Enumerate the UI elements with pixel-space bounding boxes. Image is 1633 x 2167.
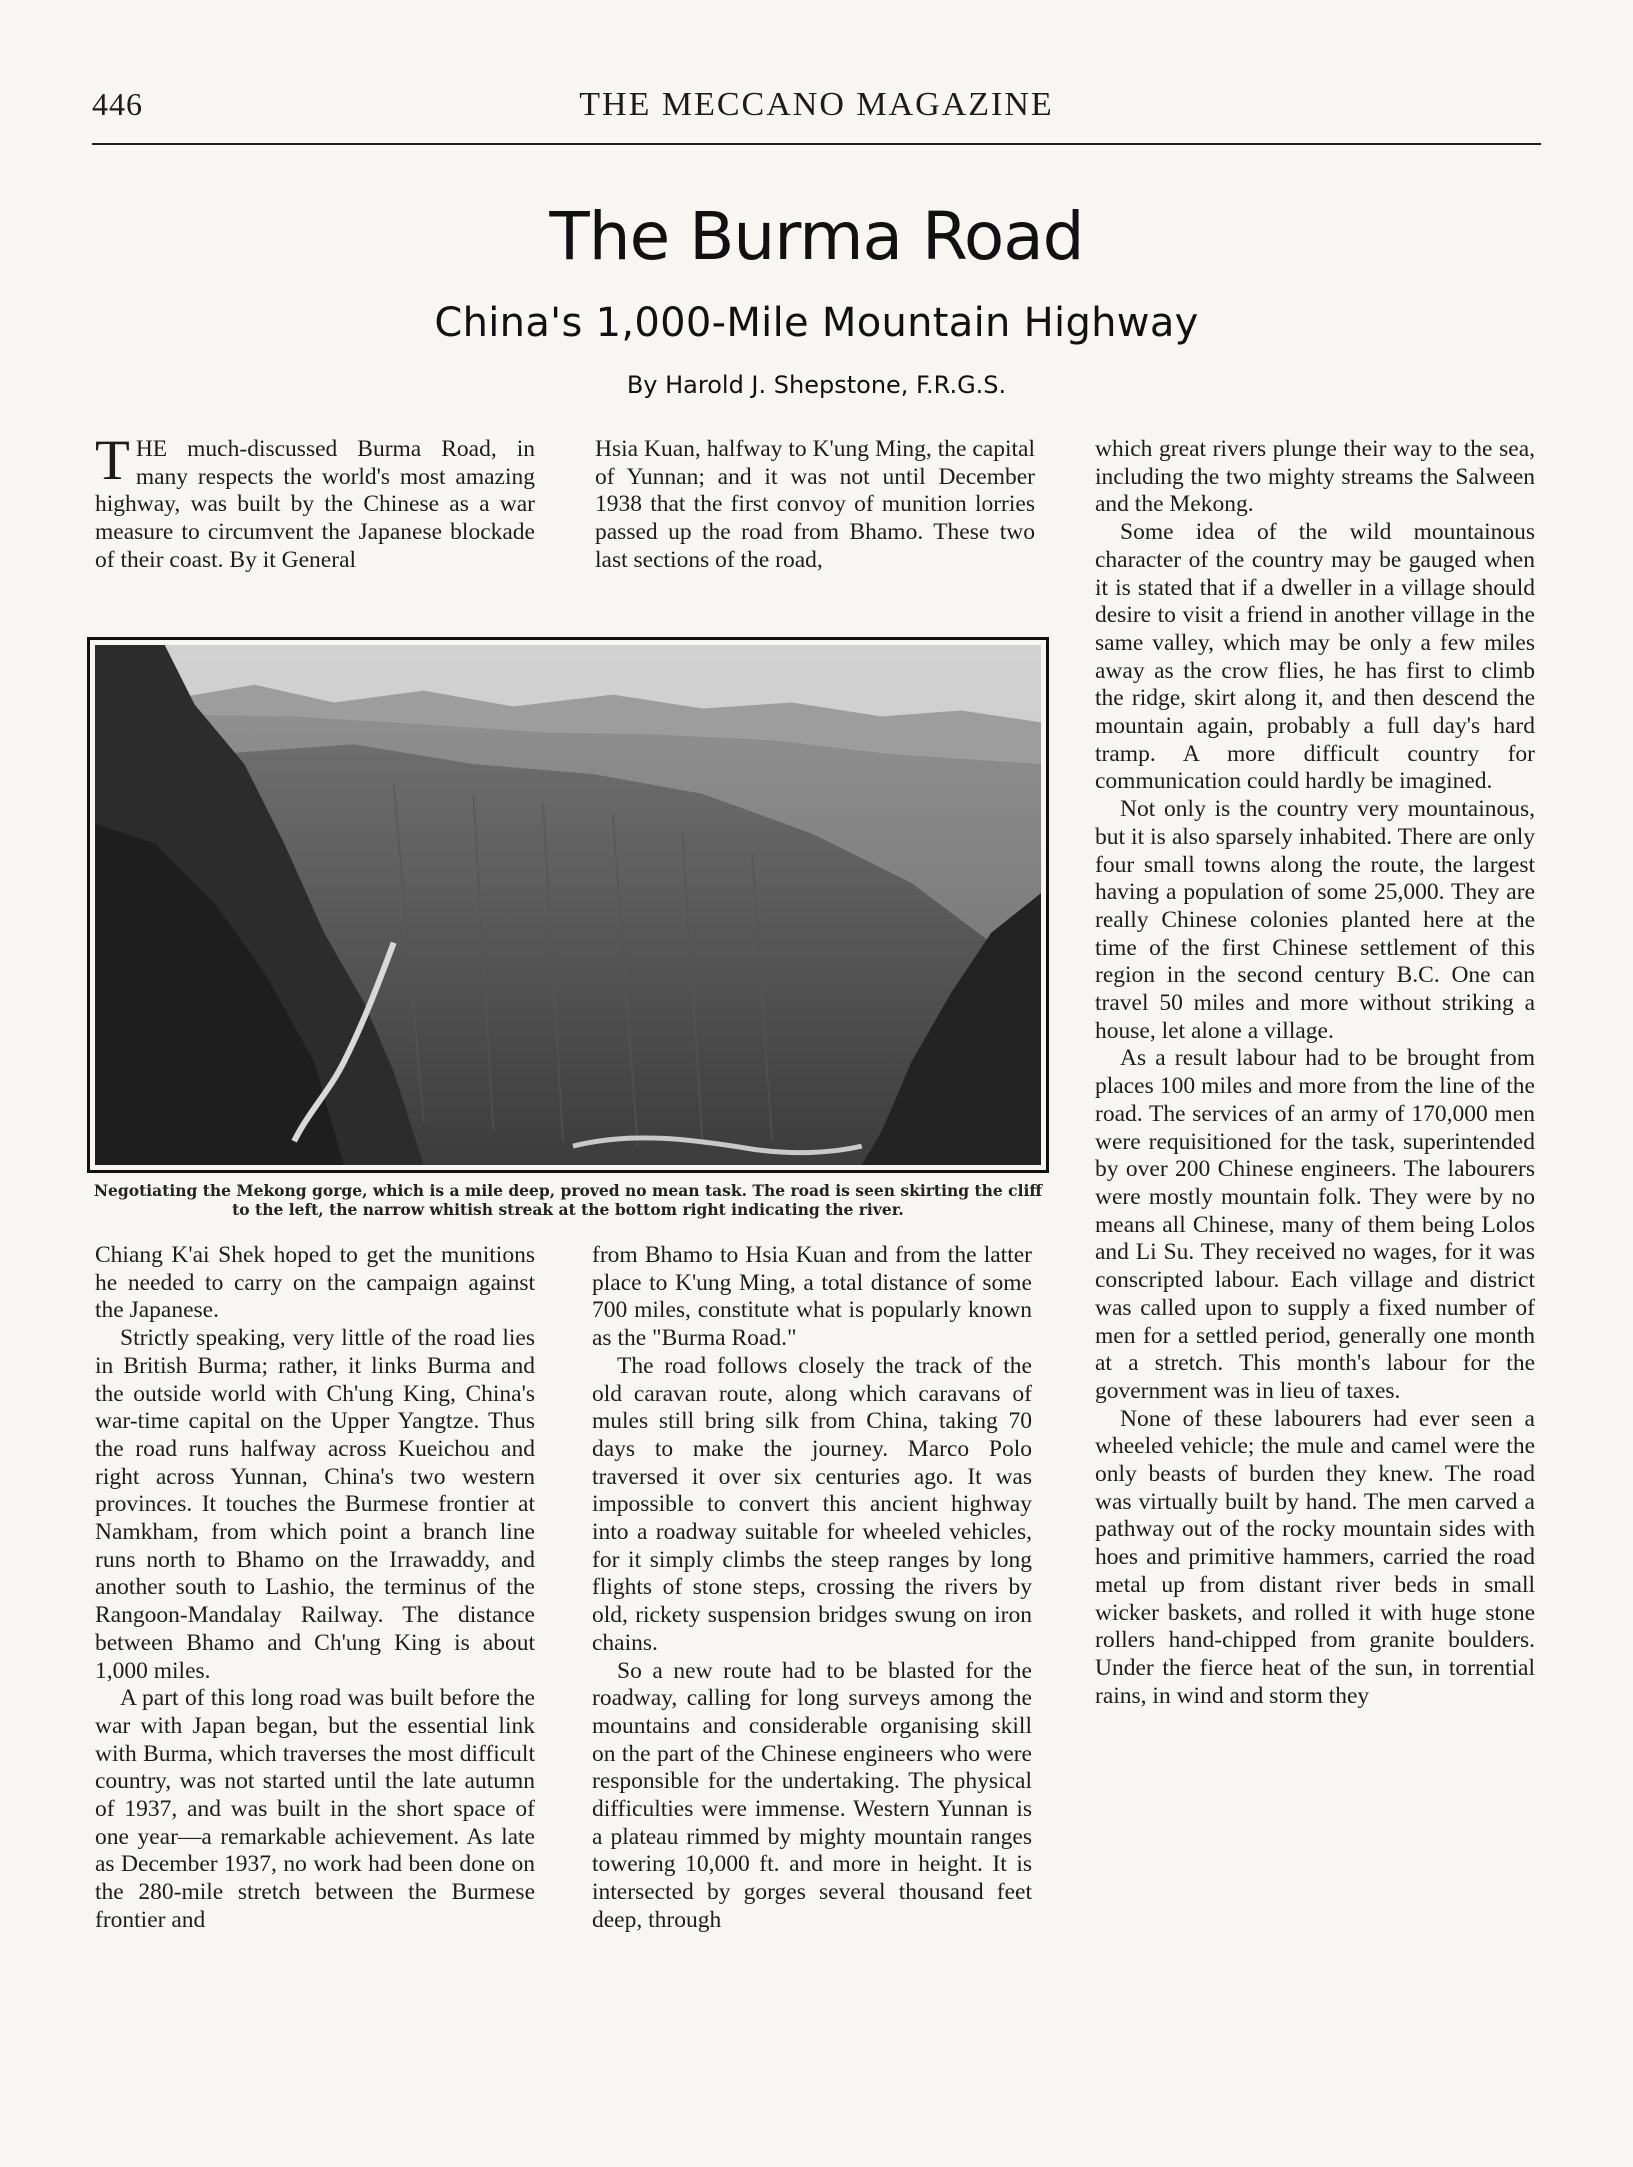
paragraph: Chiang K'ai Shek hoped to get the munitions he needed to carry on the campaign against the Japanese. (95, 1242, 535, 1324)
article-byline: By Harold J. Shepstone, F.R.G.S. (626, 371, 1007, 399)
paragraph: The road follows closely the track of the old caravan route, along which caravans of mules still bring silk from China, taking 70 days to make the journey. Marco Polo traversed it over six centuries ago. It was impossible to convert this ancient highway into a roadway suitable for wheeled vehicles, for it simply climbs the steep ranges by long flights of stone steps, crossing the rivers by old, rickety suspension bridges swung on iron chains. (592, 1352, 1032, 1656)
paragraph: So a new route had to be blasted for the roadway, calling for long surveys among the mountains and considerable organising skill on the part of the Chinese engineers who were responsible for the undertaking. The physical difficulties were immense. Western Yunnan is a plateau rimmed by mighty mountain ranges towering 10,000 ft. and more in height. It is intersected by gorges several thousand feet deep, through (592, 1657, 1032, 1933)
mekong-gorge-photo (87, 637, 1049, 1173)
header-rule (92, 143, 1541, 145)
photo-caption: Negotiating the Mekong gorge, which is a mile deep, proved no mean task. The road is seen skirting the cliff to the left, the narrow whitish streak at the bottom right indicating the river. (93, 1181, 1043, 1219)
article-title: The Burma Road (549, 198, 1084, 275)
column-3 (1095, 436, 1535, 1710)
paragraph: Not only is the country very mountainous, but it is also sparsely inhabited. There are only four small towns along the route, the largest having a population of some 25,000. They are really Chinese colonies planted here at the time of the first Chinese settlement of this region in the second century B.C. One can travel 50 miles and more without striking a house, let alone a village. (1095, 796, 1535, 1044)
column-1-bottom (95, 1242, 535, 1935)
paragraph: As a result labour had to be brought from places 100 miles and more from the line of the road. The services of an army of 170,000 men were requisitioned for the task, superintended by over 200 Chinese engineers. The labourers were mostly mountain folk. They were by no means all Chinese, many of them being Lolos and Li Su. They received no wages, for it was conscripted labour. Each village and district was called upon to supply a fixed number of men for a settled period, generally one month at a stretch. This month's labour for the government was in lieu of taxes. (1095, 1045, 1535, 1404)
paragraph: Strictly speaking, very little of the road lies in British Burma; rather, it links Burma and the outside world with Ch'ung King, China's war-time capital on the Upper Yangtze. Thus the road runs halfway across Kueichou and right across Yunnan, China's two western provinces. It touches the Burmese frontier at Namkham, from which point a branch line runs north to Bhamo on the Irrawaddy, and another south to Lashio, the terminus of the Rangoon-Mandalay Railway. The distance between Bhamo and Ch'ung King is about 1,000 miles. (95, 1325, 535, 1684)
column-2-bottom (592, 1242, 1032, 1935)
column-1-top (95, 429, 535, 575)
paragraph: which great rivers plunge their way to the sea, including the two mighty streams the Salween and the Mekong. (1095, 436, 1535, 518)
page-number: 446 (92, 86, 143, 122)
intro-text: HE much-discussed Burma Road, in many respects the world's most amazing highway, was built by the Chinese as a war measure to circumvent the Japanese blockade of their coast. By it General (95, 436, 535, 573)
paragraph: from Bhamo to Hsia Kuan and from the latter place to K'ung Ming, a total distance of some 700 miles, constitute what is popularly known as the "Burma Road." (592, 1242, 1032, 1352)
column-2-top (595, 436, 1035, 575)
article-subtitle: China's 1,000-Mile Mountain Highway (434, 300, 1199, 346)
magazine-title: THE MECCANO MAGAZINE (579, 86, 1054, 123)
photo-image (95, 645, 1041, 1165)
paragraph: A part of this long road was built before the war with Japan began, but the essential link with Burma, which traverses the most difficult country, was not started until the late autumn of 1937, and was built in the short space of one year—a remarkable achievement. As late as December 1937, no work had been done on the 280-mile stretch between the Burmese frontier and (95, 1685, 535, 1933)
intro-paragraph (95, 429, 535, 575)
paragraph: Hsia Kuan, halfway to K'ung Ming, the capital of Yunnan; and it was not until December 1938 that the first convoy of munition lorries passed up the road from Bhamo. These two last sections of the road, (595, 436, 1035, 573)
drop-cap: T (95, 429, 130, 492)
paragraph: None of these labourers had ever seen a wheeled vehicle; the mule and camel were the only beasts of burden they knew. The road was virtually built by hand. The men carved a pathway out of the rocky mountain sides with hoes and primitive hammers, carried the road metal up from distant river beds in small wicker baskets, and rolled it with huge stone rollers hand-chipped from granite boulders. Under the fierce heat of the sun, in torrential rains, in wind and storm they (1095, 1405, 1535, 1709)
paragraph: Some idea of the wild mountainous character of the country may be gauged when it is stated that if a dweller in a village should desire to visit a friend in another village in the same valley, which may be only a few miles away as the crow flies, he has first to climb the ridge, skirt along it, and then descend the mountain again, probably a full day's hard tramp. A more difficult country for communication could hardly be imagined. (1095, 519, 1535, 795)
